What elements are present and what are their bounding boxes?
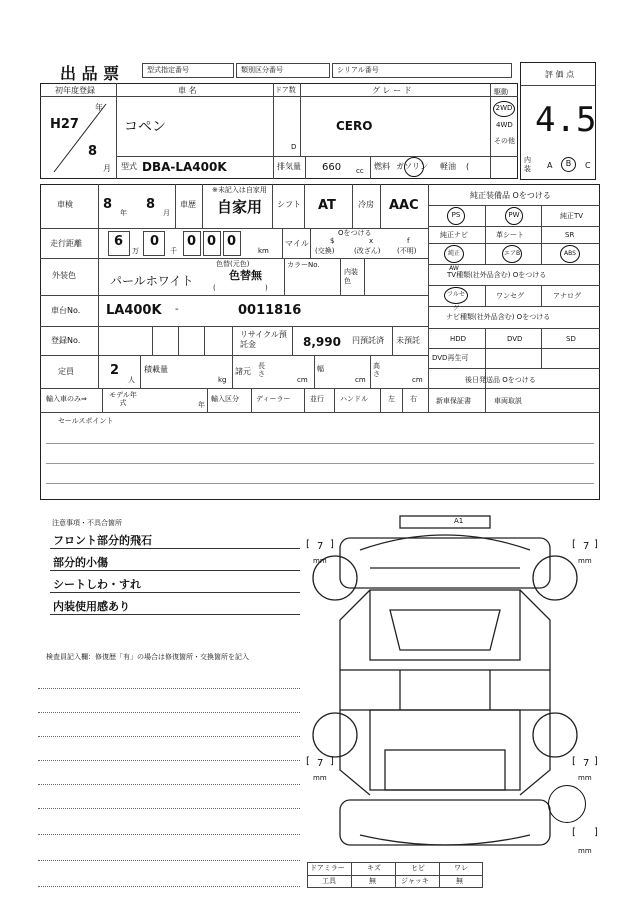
recycle-amount: 8,990 xyxy=(303,335,341,349)
chassis-number: 0011816 xyxy=(238,303,302,318)
navi-title: ナビ種類(社外品含む) Oをつける xyxy=(446,313,551,321)
equip-pw-circled: PW xyxy=(505,207,523,225)
type-cert-box: 型式指定番号 xyxy=(142,63,234,78)
repaint-value: 色替無 xyxy=(229,269,262,282)
class-box: 類別区分番号 xyxy=(236,63,330,78)
note-item: 内装使用感あり xyxy=(50,593,300,615)
sales-point-label: セールスポイント xyxy=(58,417,114,425)
grade: CERO xyxy=(336,119,373,133)
equip-aw-circled: 純正AW xyxy=(444,245,464,263)
equipment-title: 純正装備品 Oをつける xyxy=(470,191,551,200)
aircon-value: AAC xyxy=(389,198,419,213)
tire-rl-depth: 7 xyxy=(317,758,324,769)
notes-list xyxy=(50,527,300,615)
drive-2wd-circled: 2WD xyxy=(493,101,515,117)
inspection-month: 8 xyxy=(146,197,156,212)
evaluation-box: 評 価 点 4.5 xyxy=(520,62,596,180)
notes-label: 注意事項・不具合箇所 xyxy=(52,519,122,527)
inspector-label: 検査員記入欄：修復歴「有」の場合は修復箇所・交換箇所を記入 xyxy=(46,653,249,661)
equip-ps-circled: PS xyxy=(447,207,465,225)
displacement: 660 xyxy=(322,162,342,173)
tire-rr-depth: 7 xyxy=(583,758,590,769)
fuel-gasoline-circle xyxy=(404,157,424,177)
first-reg-month: 8 xyxy=(88,144,98,159)
chassis-prefix: LA400K xyxy=(106,303,162,318)
note-item: フロント部分的飛石 xyxy=(50,527,300,549)
shift-value: AT xyxy=(318,198,336,213)
history-value: 自家用 xyxy=(217,198,263,216)
serial-box: シリアル番号 xyxy=(332,63,512,78)
equip-abs-circled: ABS xyxy=(560,245,580,263)
capacity-value: 2 xyxy=(110,363,120,378)
evaluation-score: 4.5 xyxy=(535,100,597,140)
tire-fr-depth: 7 xyxy=(583,541,590,552)
equip-airbag-circled: エアB xyxy=(502,245,522,263)
tv-fullseg-circled: フルセグ xyxy=(444,287,468,304)
exterior-color: パールホワイト xyxy=(110,274,194,288)
diagram-a1-label: A1 xyxy=(454,517,464,525)
interior-b-circled: B xyxy=(561,157,576,172)
form-title: 出 品 票 xyxy=(60,64,120,83)
car-name: コペン xyxy=(124,119,166,135)
note-item: シートしわ・すれ xyxy=(50,571,300,593)
spare-tire-circle xyxy=(548,785,586,823)
later-title: 後日発送品 Oをつける xyxy=(465,376,536,384)
inspection-year: 8 xyxy=(103,197,113,212)
model-code: DBA-LA400K xyxy=(142,160,227,174)
tv-title: TV種類(社外品含む) Oをつける xyxy=(447,271,547,279)
model-year: H27 xyxy=(50,117,79,132)
note-item: 部分的小傷 xyxy=(50,549,300,571)
tire-fl-depth: 7 xyxy=(317,541,324,552)
